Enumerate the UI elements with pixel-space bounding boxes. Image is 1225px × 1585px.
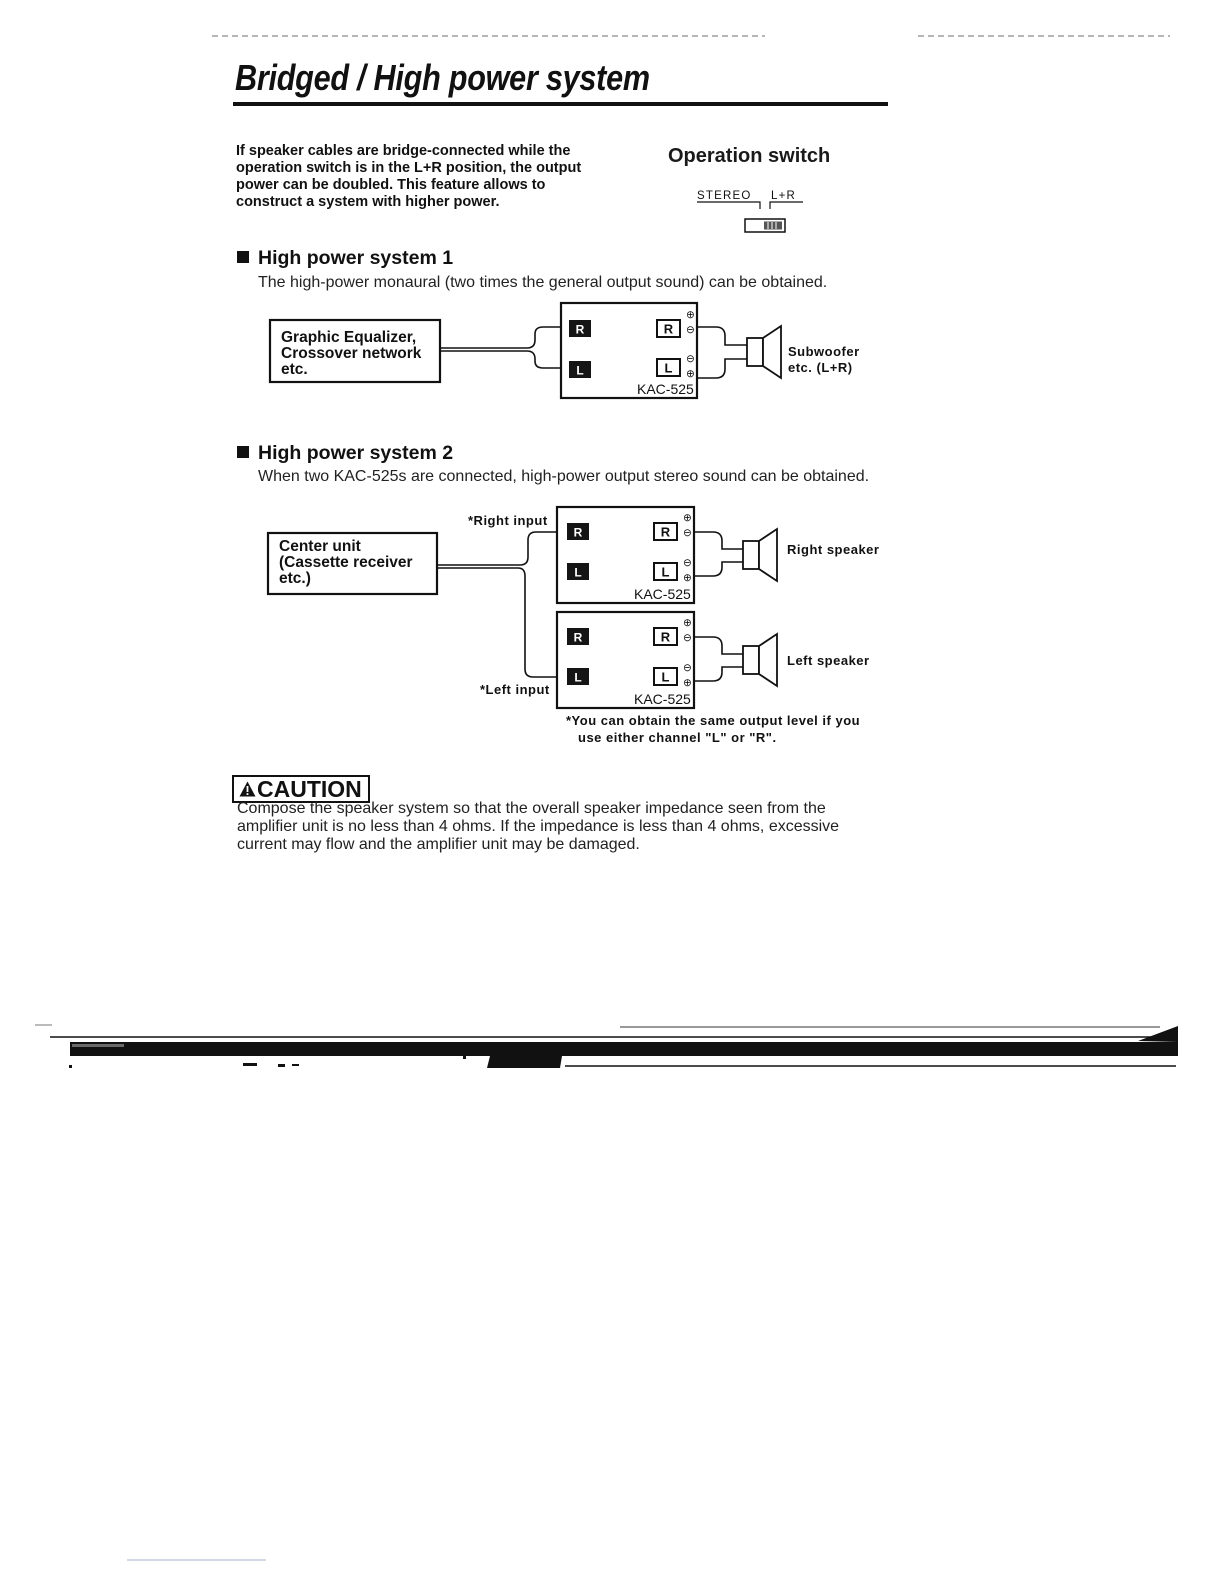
speaker-icon	[747, 326, 781, 378]
switch-knob	[764, 222, 782, 230]
scan-rule-thick	[70, 1042, 1178, 1056]
scan-artifact	[69, 1065, 72, 1068]
switch-stereo-bracket	[697, 202, 760, 209]
speaker-magnet	[743, 646, 759, 674]
input-r-label: R	[573, 525, 583, 540]
caution-line: Compose the speaker system so that the overall speaker impedance seen from the	[237, 800, 826, 817]
intro-line: If speaker cables are bridge-connected while the	[236, 143, 571, 159]
speaker-icon	[743, 529, 777, 581]
output-r-label: R	[660, 524, 671, 540]
speaker-cone	[763, 326, 781, 378]
terminal-minus-symbol: ⊖	[683, 527, 692, 539]
switch-lr-label: L+R	[771, 190, 797, 202]
scan-artifact	[487, 1056, 562, 1068]
terminal-plus-symbol: ⊕	[686, 368, 695, 380]
system1-heading-text: High power system 1	[258, 247, 454, 269]
scan-artifact	[243, 1063, 257, 1066]
scan-artifact	[292, 1064, 299, 1066]
system2-description: When two KAC-525s are connected, high-power output stereo sound can be obtained.	[258, 468, 870, 485]
switch-stereo-label: STEREO	[697, 190, 752, 202]
speaker-icon	[743, 634, 777, 686]
scan-artifact	[463, 1055, 466, 1059]
speaker-cone	[759, 529, 777, 581]
source-label-line: Graphic Equalizer,	[281, 329, 417, 346]
scan-rule-wedge	[1138, 1026, 1178, 1042]
amplifier-kac525-left	[557, 612, 777, 708]
source-label-line: (Cassette receiver	[279, 554, 413, 571]
source-label-line: etc.	[281, 361, 308, 378]
input-r-label: R	[573, 630, 583, 645]
intro-line: power can be doubled. This feature allows to	[236, 177, 546, 193]
input-l-label: L	[574, 670, 582, 685]
intro-line: construct a system with higher power.	[236, 194, 500, 210]
subwoofer-label-line: Subwoofer	[788, 344, 860, 359]
amplifier-kac525	[561, 303, 781, 398]
amplifier-kac525-right	[557, 507, 777, 603]
speaker-cable-minus	[697, 359, 747, 378]
operation-switch-diagram	[697, 190, 803, 232]
right-input-label: *Right input	[468, 513, 548, 528]
terminal-plus-symbol: ⊕	[686, 309, 695, 321]
input-cable-left	[437, 568, 557, 677]
input-l-label: L	[574, 565, 582, 580]
caution-paragraph	[237, 800, 839, 854]
output-r-label: R	[660, 629, 671, 645]
source-label-line: etc.)	[279, 570, 311, 587]
bottom-scan-rules	[35, 1025, 1178, 1560]
speaker-cable-minus	[694, 562, 743, 576]
terminal-minus-symbol: ⊖	[683, 557, 692, 569]
caution-line: amplifier unit is no less than 4 ohms. If the impedance is less than 4 ohms, excessive	[237, 818, 840, 835]
caution-label: CAUTION	[257, 776, 362, 802]
system2-diagram	[268, 507, 879, 745]
warning-triangle-icon	[239, 781, 256, 797]
intro-line: operation switch is in the L+R position, the output	[236, 160, 582, 176]
input-cable-r	[440, 327, 561, 348]
square-bullet-icon	[237, 446, 249, 458]
input-cable-l	[440, 351, 561, 368]
operation-switch-heading: Operation switch	[668, 145, 831, 167]
speaker-cable-minus	[694, 667, 743, 681]
speaker-cable-plus	[694, 532, 743, 549]
terminal-minus-symbol: ⊖	[686, 353, 695, 365]
square-bullet-icon	[237, 251, 249, 263]
system2-heading-text: High power system 2	[258, 442, 454, 464]
scan-artifact	[278, 1064, 285, 1067]
system1-diagram	[270, 303, 860, 398]
terminal-minus-symbol: ⊖	[683, 662, 692, 674]
switch-lr-bracket	[770, 202, 803, 209]
terminal-plus-symbol: ⊕	[683, 677, 692, 689]
amplifier-model-label: KAC-525	[634, 691, 691, 707]
speaker-magnet	[747, 338, 763, 366]
subwoofer-label-line: etc. (L+R)	[788, 360, 853, 375]
source-label-line: Center unit	[279, 538, 361, 555]
input-l-label: L	[576, 363, 584, 378]
left-speaker-label: Left speaker	[787, 653, 870, 668]
warning-exclamation-bar	[247, 786, 249, 792]
source-label-line: Crossover network	[281, 345, 422, 362]
output-l-label: L	[661, 564, 670, 580]
amplifier-model-label: KAC-525	[634, 586, 691, 602]
scan-rule-highlight	[72, 1044, 124, 1047]
system1-heading	[237, 246, 453, 270]
terminal-plus-symbol: ⊕	[683, 617, 692, 629]
speaker-cable-plus	[694, 637, 743, 654]
amplifier-model-label: KAC-525	[637, 381, 694, 397]
system1-description: The high-power monaural (two times the general output sound) can be obtained.	[258, 274, 828, 291]
right-speaker-label: Right speaker	[787, 542, 880, 557]
output-r-label: R	[663, 321, 674, 337]
output-l-label: L	[661, 669, 670, 685]
caution-line: current may flow and the amplifier unit may be damaged.	[237, 836, 640, 853]
output-l-label: L	[664, 360, 673, 376]
terminal-plus-symbol: ⊕	[683, 512, 692, 524]
speaker-magnet	[743, 541, 759, 569]
intro-paragraph	[236, 143, 581, 211]
channel-note-line: use either channel "L" or "R".	[578, 730, 777, 745]
warning-exclamation-dot	[247, 793, 249, 795]
input-r-label: R	[575, 322, 585, 337]
system2-heading	[237, 441, 453, 465]
caution-badge	[232, 775, 370, 803]
speaker-cable-plus	[697, 327, 747, 345]
left-input-label: *Left input	[480, 682, 550, 697]
terminal-plus-symbol: ⊕	[683, 572, 692, 584]
channel-note-line: *You can obtain the same output level if you	[566, 713, 861, 728]
input-cable-right	[437, 532, 557, 565]
page-title: Bridged / High power system	[235, 57, 650, 98]
terminal-minus-symbol: ⊖	[686, 324, 695, 336]
terminal-minus-symbol: ⊖	[683, 632, 692, 644]
title-underline	[233, 102, 888, 106]
speaker-cone	[759, 634, 777, 686]
